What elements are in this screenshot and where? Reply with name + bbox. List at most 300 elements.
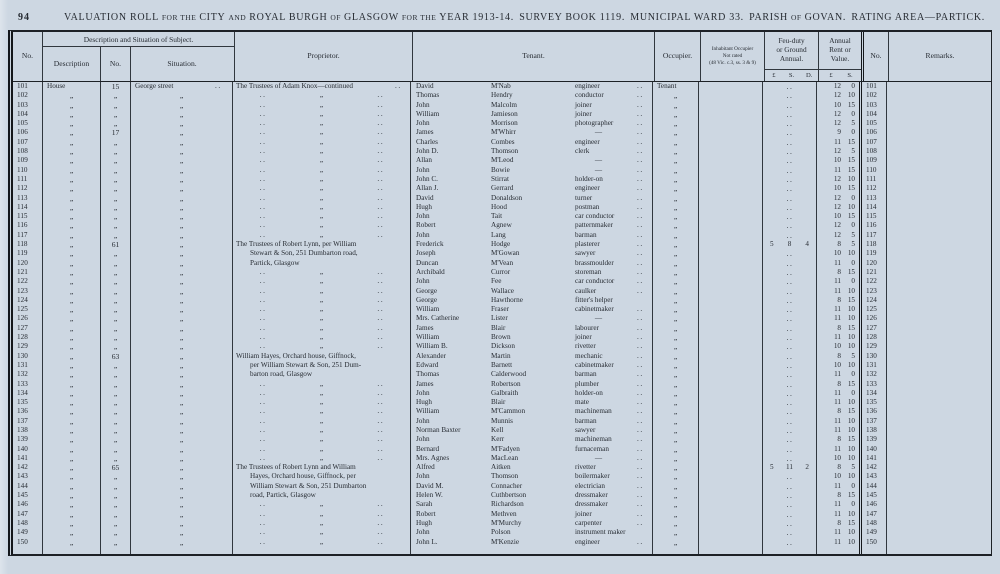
row-tenant: William Jamieson joiner .. [411, 110, 653, 119]
row-situation: „ [131, 482, 233, 491]
row-street-no: „ [101, 277, 131, 286]
row-description: „ [43, 249, 101, 258]
row-situation: „ [131, 203, 233, 212]
table-row [13, 352, 991, 361]
row-no-right: 140 [859, 445, 887, 454]
row-inhabitant-occupier [699, 463, 763, 472]
row-tenant: Alexander Martin mechanic .. [411, 352, 653, 361]
row-no-right: 105 [859, 119, 887, 128]
col-header-no-right: No. [861, 32, 889, 81]
row-annual-rent: 12 0 [833, 109, 855, 118]
row-tenant: Thomas Hendry conductor .. [411, 91, 653, 100]
row-tenant: Bernard M'Fadyen furnaceman .. [411, 445, 653, 454]
row-street-no: „ [101, 287, 131, 296]
row-situation: „ [131, 314, 233, 323]
row-no-right: 131 [859, 361, 887, 370]
row-situation: „ [131, 454, 233, 463]
row-remarks [887, 91, 991, 100]
row-no-left: 118 [13, 240, 43, 249]
row-situation: „ [131, 417, 233, 426]
row-description: „ [43, 454, 101, 463]
row-occupier: „ [653, 138, 699, 147]
row-no-left: 121 [13, 268, 43, 277]
row-street-no: „ [101, 417, 131, 426]
row-description: „ [43, 407, 101, 416]
col-header-remarks: Remarks. [925, 51, 955, 61]
row-remarks [887, 194, 991, 203]
row-annual-rent: 12 5 [833, 119, 855, 128]
row-tenant: Allan J. Gerrard engineer .. [411, 184, 653, 193]
row-remarks [887, 296, 991, 305]
table-row [13, 91, 991, 100]
row-occupier: „ [653, 472, 699, 481]
row-description: „ [43, 389, 101, 398]
row-situation: „ [131, 500, 233, 509]
row-situation: „ [131, 287, 233, 296]
row-annual-rent: 11 0 [834, 370, 855, 379]
title-section: MUNICIPAL WARD 33. [630, 12, 744, 23]
row-no-right: 137 [859, 417, 887, 426]
row-tenant: Norman Baxter Kell sawyer .. [411, 426, 653, 435]
row-occupier: „ [653, 426, 699, 435]
row-no-left: 109 [13, 156, 43, 165]
row-no-left: 150 [13, 538, 43, 547]
row-occupier: „ [653, 175, 699, 184]
row-annual-rent: 8 15 [837, 435, 855, 444]
row-proprietor: .. „ .. [233, 287, 411, 296]
row-no-right: 139 [859, 435, 887, 444]
table-row [13, 203, 991, 212]
row-situation: „ [131, 184, 233, 193]
row-no-left: 138 [13, 426, 43, 435]
row-no-left: 108 [13, 147, 43, 156]
row-description: „ [43, 203, 101, 212]
row-no-right: 115 [859, 212, 887, 221]
row-annual-rent: 11 10 [834, 509, 855, 518]
row-description: „ [43, 91, 101, 100]
row-no-left: 126 [13, 314, 43, 323]
row-proprietor: .. „ .. [233, 231, 411, 240]
row-no-right: 144 [859, 482, 887, 491]
table-row [13, 287, 991, 296]
row-no-right: 121 [859, 268, 887, 277]
row-annual-rent: 8 15 [837, 379, 855, 388]
col-header-annual-rent: Annual Rent or Value. £ S. [819, 32, 861, 81]
row-tenant: John Morrison photographer .. [411, 119, 653, 128]
row-no-left: 127 [13, 324, 43, 333]
annual-rent-units: £ S. [829, 72, 853, 79]
row-no-right: 146 [859, 500, 887, 509]
row-no-left: 101 [13, 82, 43, 91]
table-row [13, 231, 991, 240]
row-annual-rent: 10 15 [833, 156, 855, 165]
table-header-row [13, 32, 991, 82]
row-feu-duty: .. [763, 305, 817, 314]
row-tenant: Hugh Hood postman .. [411, 203, 653, 212]
row-street-no: „ [101, 361, 131, 370]
row-tenant: James Blair labourer .. [411, 324, 653, 333]
row-situation: „ [131, 91, 233, 100]
row-occupier: „ [653, 445, 699, 454]
row-street-no: „ [101, 156, 131, 165]
footer-space-cell [131, 547, 233, 554]
row-description: „ [43, 510, 101, 519]
row-no-right: 147 [859, 510, 887, 519]
row-inhabitant-occupier [699, 194, 763, 203]
row-occupier: „ [653, 333, 699, 342]
row-inhabitant-occupier [699, 203, 763, 212]
row-situation: „ [131, 510, 233, 519]
row-no-left: 105 [13, 119, 43, 128]
table-row [13, 435, 991, 444]
row-remarks [887, 519, 991, 528]
row-situation: „ [131, 352, 233, 361]
row-feu-duty: .. [763, 119, 817, 128]
row-proprietor: .. „ .. [233, 538, 411, 547]
row-no-right: 128 [859, 333, 887, 342]
row-no-right: 108 [859, 147, 887, 156]
row-feu-duty: .. [763, 538, 817, 547]
row-annual-rent: 12 10 [833, 202, 855, 211]
table-row [13, 184, 991, 193]
row-occupier: „ [653, 389, 699, 398]
row-annual-rent: 11 10 [834, 416, 855, 425]
row-description: „ [43, 184, 101, 193]
row-annual-rent: 9 0 [837, 128, 855, 137]
row-no-left: 145 [13, 491, 43, 500]
row-remarks [887, 305, 991, 314]
row-feu-duty: .. [763, 212, 817, 221]
row-proprietor: .. „ .. [233, 407, 411, 416]
row-tenant: David M. Connacher electrician .. [411, 482, 653, 491]
row-occupier: „ [653, 277, 699, 286]
row-no-right: 135 [859, 398, 887, 407]
row-tenant: John L. M'Kenzie engineer .. [411, 538, 653, 547]
row-feu-duty: .. [763, 500, 817, 509]
row-no-left: 117 [13, 231, 43, 240]
row-feu-duty: .. [763, 175, 817, 184]
row-feu-duty: .. [763, 491, 817, 500]
row-inhabitant-occupier [699, 268, 763, 277]
table-row [13, 426, 991, 435]
row-feu-duty: .. [763, 231, 817, 240]
row-tenant: George Hawthorne fitter's helper [411, 296, 653, 305]
row-inhabitant-occupier [699, 538, 763, 547]
row-tenant: Archibald Curror storeman .. [411, 268, 653, 277]
row-street-no: 63 [101, 352, 131, 361]
row-street-no: „ [101, 249, 131, 258]
row-no-left: 103 [13, 101, 43, 110]
row-situation: „ [131, 147, 233, 156]
row-annual-rent: 11 10 [834, 425, 855, 434]
row-annual-rent: 11 10 [834, 398, 855, 407]
row-inhabitant-occupier [699, 82, 763, 91]
row-no-right: 127 [859, 324, 887, 333]
row-situation: „ [131, 342, 233, 351]
table-row [13, 268, 991, 277]
row-annual-rent: 12 5 [833, 147, 855, 156]
row-no-right: 124 [859, 296, 887, 305]
row-street-no: „ [101, 110, 131, 119]
title-section: RATING AREA—PARTICK. [851, 12, 985, 23]
row-occupier: „ [653, 221, 699, 230]
row-feu-duty: .. [763, 296, 817, 305]
row-situation: „ [131, 361, 233, 370]
row-proprietor: barton road, Glasgow [233, 370, 411, 379]
row-street-no: „ [101, 138, 131, 147]
row-situation: „ [131, 445, 233, 454]
row-tenant: Mrs. Catherine Lister — .. [411, 314, 653, 323]
row-remarks [887, 249, 991, 258]
row-description: „ [43, 287, 101, 296]
row-no-left: 136 [13, 407, 43, 416]
row-proprietor: .. „ .. [233, 175, 411, 184]
row-remarks [887, 500, 991, 509]
row-description: „ [43, 491, 101, 500]
row-tenant: Duncan M'Vean brassmoulder .. [411, 259, 653, 268]
row-no-right: 150 [859, 538, 887, 547]
row-feu-duty: .. [763, 101, 817, 110]
row-feu-duty: .. [763, 166, 817, 175]
row-feu-duty: .. [763, 314, 817, 323]
row-feu-duty: .. [763, 277, 817, 286]
row-tenant: John Lang barman .. [411, 231, 653, 240]
row-remarks [887, 240, 991, 249]
row-no-right: 130 [859, 352, 887, 361]
table-row [13, 240, 991, 249]
row-proprietor: .. „ .. [233, 398, 411, 407]
row-situation: „ [131, 370, 233, 379]
row-inhabitant-occupier [699, 147, 763, 156]
row-situation: „ [131, 324, 233, 333]
col-group-description-situation [43, 32, 235, 81]
row-tenant: John Tait car conductor .. [411, 212, 653, 221]
row-tenant: John C. Stirrat holder-on .. [411, 175, 653, 184]
row-description: „ [43, 472, 101, 481]
footer-space-cell [859, 547, 887, 554]
row-tenant: William Fraser cabinetmaker .. [411, 305, 653, 314]
row-remarks [887, 82, 991, 91]
row-tenant: Hugh Blair mate .. [411, 398, 653, 407]
row-occupier: „ [653, 500, 699, 509]
row-occupier: „ [653, 370, 699, 379]
row-annual-rent: 12 5 [833, 230, 855, 239]
row-feu-duty: .. [763, 147, 817, 156]
row-proprietor: .. „ .. [233, 91, 411, 100]
footer-space-cell [411, 547, 653, 554]
row-street-no: „ [101, 147, 131, 156]
row-description: „ [43, 221, 101, 230]
table-row [13, 407, 991, 416]
row-street-no: 15 [101, 82, 131, 91]
row-no-left: 134 [13, 389, 43, 398]
row-street-no: „ [101, 333, 131, 342]
row-situation: „ [131, 407, 233, 416]
row-no-left: 114 [13, 203, 43, 212]
row-inhabitant-occupier [699, 519, 763, 528]
row-tenant: Robert Agnew patternmaker .. [411, 221, 653, 230]
table-row [13, 166, 991, 175]
row-feu-duty: .. [763, 184, 817, 193]
row-annual-rent: 12 10 [833, 91, 855, 100]
row-feu-duty: .. [763, 454, 817, 463]
row-feu-duty: .. [763, 370, 817, 379]
row-inhabitant-occupier [699, 482, 763, 491]
row-remarks [887, 212, 991, 221]
row-situation: „ [131, 296, 233, 305]
row-situation: „ [131, 472, 233, 481]
feu-duty-units: £ S. D. [772, 72, 813, 79]
row-no-right: 103 [859, 101, 887, 110]
row-no-left: 142 [13, 463, 43, 472]
row-occupier: „ [653, 184, 699, 193]
row-remarks [887, 361, 991, 370]
row-street-no: „ [101, 398, 131, 407]
row-situation: „ [131, 240, 233, 249]
table-row [13, 463, 991, 472]
row-annual-rent: 8 15 [837, 491, 855, 500]
row-annual-rent: 11 15 [834, 137, 855, 146]
row-feu-duty: .. [763, 156, 817, 165]
row-annual-rent: 10 15 [833, 212, 855, 221]
row-proprietor: .. „ .. [233, 203, 411, 212]
col-header-tenant: Tenant. [413, 32, 655, 81]
row-feu-duty: .. [763, 417, 817, 426]
table-row [13, 398, 991, 407]
row-proprietor: .. „ .. [233, 380, 411, 389]
row-description: „ [43, 538, 101, 547]
row-annual-rent: 8 15 [837, 518, 855, 527]
row-occupier: „ [653, 482, 699, 491]
row-no-left: 131 [13, 361, 43, 370]
row-remarks [887, 352, 991, 361]
row-no-left: 110 [13, 166, 43, 175]
row-inhabitant-occupier [699, 175, 763, 184]
row-feu-duty: .. [763, 352, 817, 361]
row-feu-duty: .. [763, 380, 817, 389]
row-no-left: 116 [13, 221, 43, 230]
row-occupier: „ [653, 342, 699, 351]
row-situation: „ [131, 528, 233, 537]
row-situation: „ [131, 249, 233, 258]
row-tenant: David Donaldson turner .. [411, 194, 653, 203]
col-header-inhabitant-occupier: Inhabitant Occupier Not rated (48 Vic. c.3, ss. 3 & 9) [701, 32, 765, 81]
row-street-no: „ [101, 194, 131, 203]
row-feu-duty: .. [763, 324, 817, 333]
row-tenant: William M'Cammon machineman .. [411, 407, 653, 416]
table-row [13, 249, 991, 258]
row-occupier: „ [653, 352, 699, 361]
row-street-no: „ [101, 296, 131, 305]
table-row [13, 417, 991, 426]
row-remarks [887, 398, 991, 407]
row-occupier: Tenant [653, 82, 699, 91]
table-row [13, 277, 991, 286]
row-no-left: 137 [13, 417, 43, 426]
row-street-no: „ [101, 426, 131, 435]
row-occupier: „ [653, 407, 699, 416]
row-annual-rent: 11 10 [834, 444, 855, 453]
row-tenant: Charles Combes engineer .. [411, 138, 653, 147]
row-no-left: 139 [13, 435, 43, 444]
row-feu-duty: 5 11 2 [763, 463, 817, 472]
row-no-left: 124 [13, 296, 43, 305]
row-situation: „ [131, 110, 233, 119]
row-description: „ [43, 463, 101, 472]
row-description: „ [43, 128, 101, 137]
row-inhabitant-occupier [699, 426, 763, 435]
row-inhabitant-occupier [699, 407, 763, 416]
row-inhabitant-occupier [699, 500, 763, 509]
table-row [13, 101, 991, 110]
row-proprietor: William Stewart & Son, 251 Dumbarton [233, 482, 411, 491]
row-annual-rent: 8 5 [837, 240, 855, 249]
row-proprietor: road, Partick, Glasgow [233, 491, 411, 500]
table-row [13, 296, 991, 305]
row-annual-rent: 11 10 [834, 314, 855, 323]
row-street-no: „ [101, 175, 131, 184]
col-header-no-left: No. [13, 32, 43, 81]
row-street-no: „ [101, 101, 131, 110]
row-proprietor: Hayes, Orchard house, Giffnock, per [233, 472, 411, 481]
row-description: „ [43, 166, 101, 175]
row-proprietor: .. „ .. [233, 184, 411, 193]
row-remarks [887, 166, 991, 175]
col-header-situation: Situation. [167, 58, 197, 68]
row-remarks [887, 268, 991, 277]
row-no-right: 132 [859, 370, 887, 379]
table-row [13, 454, 991, 463]
row-proprietor: .. „ .. [233, 110, 411, 119]
table-row [13, 472, 991, 481]
row-inhabitant-occupier [699, 240, 763, 249]
row-tenant: William Brown joiner .. [411, 333, 653, 342]
table-row [13, 538, 991, 547]
row-feu-duty: .. [763, 426, 817, 435]
row-description: „ [43, 324, 101, 333]
row-feu-duty: .. [763, 203, 817, 212]
row-no-right: 112 [859, 184, 887, 193]
row-occupier: „ [653, 417, 699, 426]
row-situation: „ [131, 380, 233, 389]
row-description: „ [43, 138, 101, 147]
row-occupier: „ [653, 156, 699, 165]
row-no-left: 143 [13, 472, 43, 481]
row-occupier: „ [653, 240, 699, 249]
row-tenant: John Thomson boilermaker .. [411, 472, 653, 481]
row-occupier: „ [653, 491, 699, 500]
row-street-no: „ [101, 212, 131, 221]
row-occupier: „ [653, 398, 699, 407]
footer-space-cell [101, 547, 131, 554]
row-tenant: Frederick Hodge plasterer .. [411, 240, 653, 249]
row-street-no: „ [101, 454, 131, 463]
row-inhabitant-occupier [699, 324, 763, 333]
row-tenant: John Fee car conductor .. [411, 277, 653, 286]
row-feu-duty: .. [763, 82, 817, 91]
row-annual-rent: 10 10 [833, 453, 855, 462]
row-situation: „ [131, 398, 233, 407]
row-proprietor: .. „ .. [233, 296, 411, 305]
row-annual-rent: 11 10 [834, 528, 855, 537]
row-no-left: 111 [13, 175, 43, 184]
row-no-right: 111 [859, 175, 887, 184]
row-annual-rent: 11 10 [834, 286, 855, 295]
row-street-no: 61 [101, 240, 131, 249]
row-no-left: 135 [13, 398, 43, 407]
row-annual-rent: 12 10 [833, 174, 855, 183]
row-feu-duty: .. [763, 389, 817, 398]
